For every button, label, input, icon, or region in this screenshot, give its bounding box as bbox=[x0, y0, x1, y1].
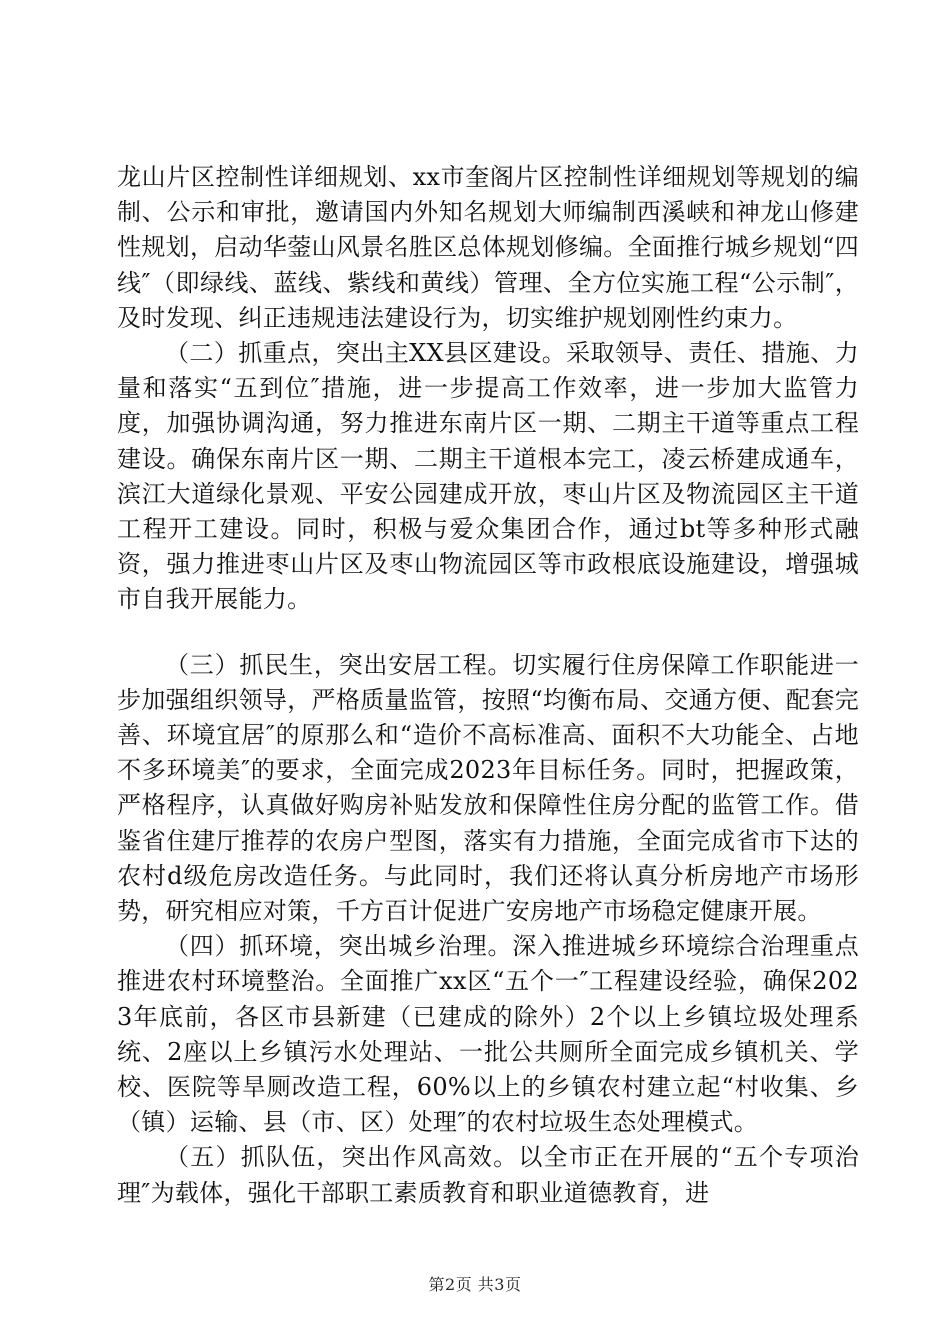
paragraph-key-construction: （二）抓重点，突出主XX县区建设。采取领导、责任、措施、力量和落实“五到位″措施，进一步提高工作效率，进一步加大监管力度，加强协调沟通，努力推进东南片区一期、二期主干道等重点工程建设。确保东南片区一期、二期主干道根本完工，凌云桥建成通车，滨江大道绿化景观、平安公园建成开放，枣山片区及物流园区主干道工程开工建设。同时，积极与爱众集团合作，通过bt等多种形式融资，强力推进枣山片区及枣山物流园区等市政根底设施建设，增强城市自我开展能力。 bbox=[117, 339, 859, 614]
paragraph-planning: 龙山片区控制性详细规划、xx市奎阁片区控制性详细规划等规划的编制、公示和审批，邀请国内外知名规划大师编制西溪峡和神龙山修建性规划，启动华蓥山风景名胜区总体规划修编。全面推行城乡规划“四线″（即绿线、蓝线、紫线和黄线）管理、全方位实施工程“公示制″，及时发现、纠正违规违法建设行为，切实维护规划刚性约束力。 bbox=[117, 163, 859, 332]
document-body bbox=[117, 160, 859, 1211]
paragraph-workforce: （五）抓队伍，突出作风高效。以全市正在开展的“五个专项治理″为载体，强化干部职工素质教育和职业道德教育，进 bbox=[117, 1143, 859, 1207]
paragraph-housing: （三）抓民生，突出安居工程。切实履行住房保障工作职能进一步加强组织领导，严格质量监管，按照“均衡布局、交通方便、配套完善、环境宜居″的原那么和“造价不高标准高、面积不大功能全、占地不多环境美″的要求，全面完成2023年目标任务。同时，把握政策，严格程序，认真做好购房补贴发放和保障性住房分配的监管工作。借鉴省住建厅推荐的农房户型图，落实有力措施，全面完成省市下达的农村d级危房改造任务。与此同时，我们还将认真分析房地产市场形势，研究相应对策，千方百计促进广安房地产市场稳定健康开展。 bbox=[117, 650, 859, 926]
paragraph-environment: （四）抓环境，突出城乡治理。深入推进城乡环境综合治理重点推进农村环境整治。全面推广xx区“五个一″工程建设经验，确保2023年底前，各区市县新建（已建成的除外）2个以上乡镇垃圾处理系统、2座以上乡镇污水处理站、一批公共厕所全面完成乡镇机关、学校、医院等旱厕改造工程，60%以上的乡镇农村建立起“村收集、乡（镇）运输、县（市、区）处理″的农村垃圾生态处理模式。 bbox=[117, 932, 859, 1137]
page-footer: 第2页 共3页 bbox=[428, 1275, 522, 1294]
